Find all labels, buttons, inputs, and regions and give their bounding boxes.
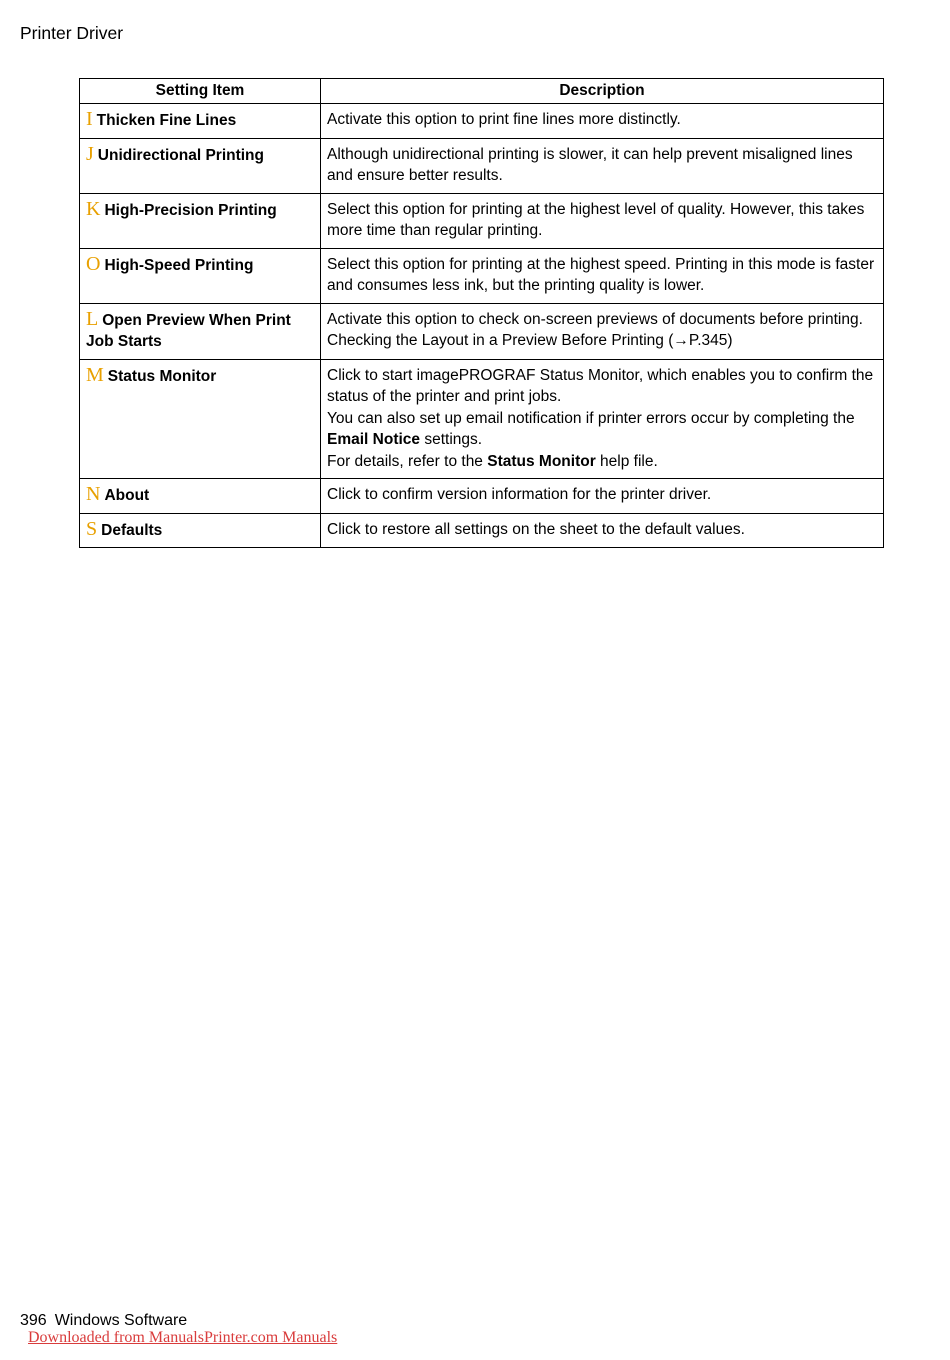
description-cell [321,513,884,548]
settings-table [79,78,884,548]
item-letter: J [86,142,94,165]
page-header: Printer Driver [20,23,124,43]
status-monitor-term: Status Monitor [487,452,596,470]
description-cell [321,359,884,479]
table-header-row [80,79,884,104]
item-letter: K [86,197,101,220]
setting-item-cell [80,104,321,139]
description-cell [321,303,884,359]
description-text: Click to start imagePROGRAF Status Monitor, which enables you to confirm the status of the printer and print jobs. [327,366,874,405]
description-cell [321,138,884,193]
preview-reference-link[interactable]: Checking the Layout in a Preview Before Printing (→P.345) [327,332,733,349]
description-cell [321,479,884,514]
header-setting-item: Setting Item [80,79,321,104]
item-letter: N [86,483,101,505]
item-name: Status Monitor [107,367,217,385]
item-letter: O [86,252,101,275]
table-row [80,359,884,479]
description-text: Activate this option to check on-screen previews of documents before printing. [327,310,863,328]
item-letter: S [86,517,98,540]
page-footer [20,1312,187,1330]
item-letter: I [86,108,93,130]
table-row [80,104,884,139]
setting-item-cell [80,359,321,479]
item-letter: M [86,363,104,386]
item-name: About [104,487,150,504]
description-fragment: You can also set up email notification if printer errors occur by completing the [327,409,855,427]
table-row [80,138,884,193]
description-cell [321,248,884,303]
item-name: Thicken Fine Lines [96,112,237,129]
description-fragment: For details, refer to the [327,452,488,470]
email-notice-term: Email Notice [327,431,421,448]
description-text: Click to restore all settings on the sheet to the default values. [327,520,745,538]
description-text: Select this option for printing at the highest level of quality. However, this takes more time than regular printing. [327,200,865,239]
setting-item-cell [80,248,321,303]
description-text: Select this option for printing at the highest speed. Printing in this mode is faster and consumes less ink, but the printing quality is lower. [327,255,875,294]
table-row [80,193,884,248]
description-text: Activate this option to print fine lines more distinctly. [327,111,681,128]
setting-item-cell [80,138,321,193]
description-cell [321,193,884,248]
item-name: Defaults [101,521,163,539]
header-description: Description [321,79,884,104]
page-number: 396 [20,1312,47,1329]
item-name: Unidirectional Printing [97,146,264,164]
description-text: Click to confirm version information for the printer driver. [327,486,712,503]
description-fragment: help file. [595,452,658,470]
download-source-link[interactable]: Downloaded from ManualsPrinter.com Manuals [28,1329,338,1346]
footer-section: Windows Software [54,1312,188,1329]
table-row [80,303,884,359]
setting-item-cell [80,479,321,514]
setting-item-cell [80,513,321,548]
description-text [327,451,877,473]
item-name: Open Preview When Print Job Starts [86,311,291,350]
item-name: High-Precision Printing [104,201,277,219]
description-fragment: settings. [420,431,483,448]
item-letter: L [86,307,99,330]
table-row [80,479,884,514]
table-row [80,248,884,303]
setting-item-cell [80,193,321,248]
table-row [80,513,884,548]
setting-item-cell [80,303,321,359]
description-text: Although unidirectional printing is slower, it can help prevent misaligned lines and ensure better results. [327,145,853,184]
description-text [327,408,877,451]
item-name: High-Speed Printing [104,256,254,274]
description-cell [321,104,884,139]
